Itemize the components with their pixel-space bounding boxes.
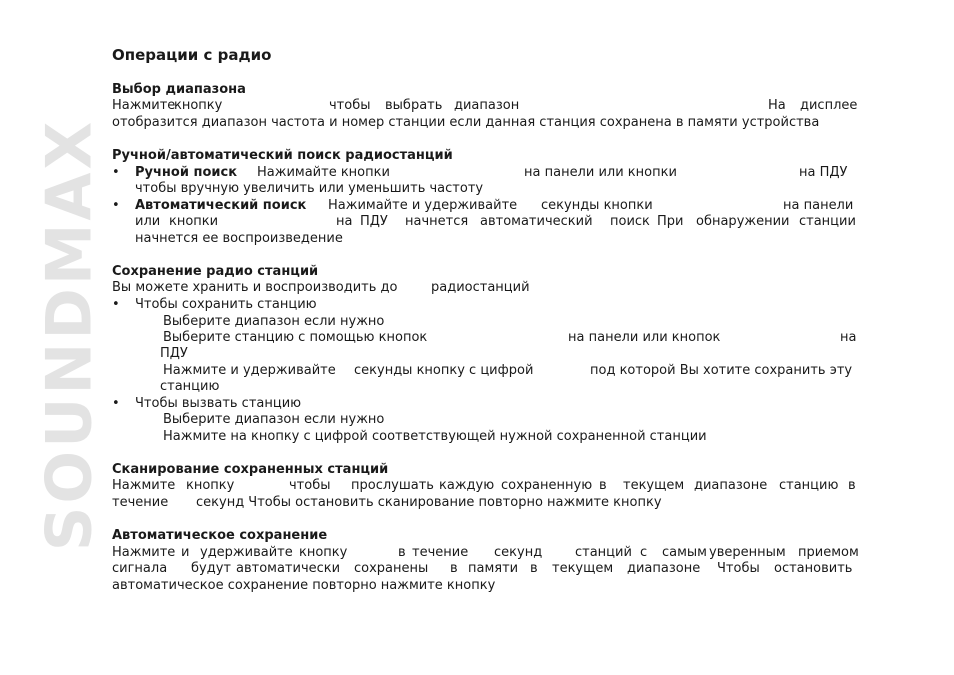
word: кнопку — [186, 478, 235, 493]
word: уверенным — [709, 545, 786, 560]
word: кнопку — [299, 545, 348, 560]
word: текущем — [623, 478, 685, 493]
save-intro — [112, 280, 530, 296]
text: на панели или кнопки — [524, 165, 677, 180]
save-step-3 — [163, 363, 857, 379]
word: в — [530, 561, 538, 576]
save-step-2 — [163, 330, 857, 346]
word: приемом — [798, 545, 859, 560]
page-title: Операции с радио — [112, 46, 272, 64]
recall-bullet: Чтобы вызвать станцию — [135, 396, 302, 411]
text: Нажимайте кнопки — [257, 165, 390, 180]
band-line-2: отобразится диапазон частота и номер станции если данная станция сохранена в памяти устройства — [112, 115, 820, 130]
recall-step-1: Выберите диапазон если нужно — [163, 412, 385, 427]
text: Нажмите и удерживайте — [163, 363, 336, 378]
auto-search-line-3: начнется ее воспроизведение — [135, 231, 343, 246]
text: на панели или кнопок — [568, 330, 721, 345]
text: секунды кнопки — [541, 198, 653, 213]
word: дисплее — [800, 98, 858, 113]
section-heading-scan: Сканирование сохраненных станций — [112, 462, 389, 477]
word: в — [848, 478, 856, 493]
word: станции — [799, 214, 856, 229]
manual-search-line-1 — [135, 165, 857, 181]
word: на — [336, 214, 353, 229]
word: текущем — [552, 561, 614, 576]
text: радиостанций — [431, 280, 530, 295]
bullet-icon: • — [112, 198, 120, 213]
brand-text: SOUNDMAX — [32, 118, 106, 552]
word: удерживайте — [200, 545, 293, 560]
word: чтобы — [329, 98, 371, 113]
save-step-3-cont: станцию — [160, 379, 220, 394]
autosave-line-3: автоматическое сохранение повторно нажмите кнопку — [112, 578, 496, 593]
word: Нажмите — [112, 98, 176, 113]
word: ПДУ — [360, 214, 388, 229]
word: каждую — [439, 478, 495, 493]
word: сигнала — [112, 561, 168, 576]
word: кнопку — [174, 98, 223, 113]
word: остановить — [774, 561, 853, 576]
autosave-line-1 — [112, 545, 857, 561]
text: на панели — [783, 198, 854, 213]
auto-search-line-1 — [135, 198, 857, 214]
text: секунды кнопку с цифрой — [354, 363, 534, 378]
word: обнаружении — [696, 214, 790, 229]
word: чтобы — [289, 478, 331, 493]
section-heading-search: Ручной/автоматический поиск радиостанций — [112, 148, 453, 163]
word: или — [135, 214, 161, 229]
word: памяти — [468, 561, 519, 576]
section-heading-autosave: Автоматическое сохранение — [112, 528, 328, 543]
text: Вы можете хранить и воспроизводить до — [112, 280, 398, 295]
word: самым — [662, 545, 707, 560]
manual-search-label: Ручной поиск — [135, 165, 238, 180]
word: автоматически — [236, 561, 341, 576]
text: Выберите станцию с помощью кнопок — [163, 330, 428, 345]
word: секунд — [494, 545, 543, 560]
text: Нажимайте и удерживайте — [328, 198, 518, 213]
bullet-icon: • — [112, 297, 120, 312]
section-heading-save: Сохранение радио станций — [112, 264, 319, 279]
word: Нажмите — [112, 545, 176, 560]
save-bullet: Чтобы сохранить станцию — [135, 297, 317, 312]
word: При — [657, 214, 684, 229]
word: сохранены — [354, 561, 429, 576]
word: выбрать — [385, 98, 443, 113]
word: в — [450, 561, 458, 576]
word: начнется — [405, 214, 469, 229]
save-step-2-cont: ПДУ — [160, 346, 188, 361]
scan-line-1 — [112, 478, 857, 494]
word: станций — [575, 545, 632, 560]
recall-step-2: Нажмите на кнопку с цифрой соответствующей нужной сохраненной станции — [163, 429, 707, 444]
word: в — [599, 478, 607, 493]
word: с — [640, 545, 648, 560]
auto-search-line-2 — [135, 214, 857, 230]
word: в — [398, 545, 406, 560]
bullet-icon: • — [112, 165, 120, 180]
save-step-1: Выберите диапазон если нужно — [163, 314, 385, 329]
bullet-icon: • — [112, 396, 120, 411]
band-line-1 — [112, 98, 857, 114]
text: под которой Вы хотите сохранить эту — [590, 363, 853, 378]
autosave-line-2 — [112, 561, 857, 577]
word: автоматический — [480, 214, 593, 229]
section-heading-band: Выбор диапазона — [112, 82, 246, 97]
manual-search-line-2: чтобы вручную увеличить или уменьшить частоту — [135, 181, 484, 196]
word: диапазоне — [694, 478, 768, 493]
word: и — [181, 545, 190, 560]
word: течение — [412, 545, 469, 560]
word: Нажмите — [112, 478, 176, 493]
text: секунд Чтобы остановить сканирование повторно нажмите кнопку — [196, 495, 662, 510]
text: на — [840, 330, 857, 345]
brand-watermark — [32, 52, 106, 618]
word: диапазоне — [627, 561, 701, 576]
word: На — [768, 98, 786, 113]
word: сохраненную — [501, 478, 593, 493]
scan-line-2 — [112, 495, 662, 511]
word: кнопки — [169, 214, 219, 229]
word: диапазон — [454, 98, 520, 113]
auto-search-label: Автоматический поиск — [135, 198, 307, 213]
word: поиск — [610, 214, 650, 229]
word: Чтобы — [717, 561, 760, 576]
text: на ПДУ — [799, 165, 848, 180]
word: будут — [191, 561, 231, 576]
text: течение — [112, 495, 169, 510]
word: прослушать — [351, 478, 434, 493]
word: станцию — [779, 478, 839, 493]
